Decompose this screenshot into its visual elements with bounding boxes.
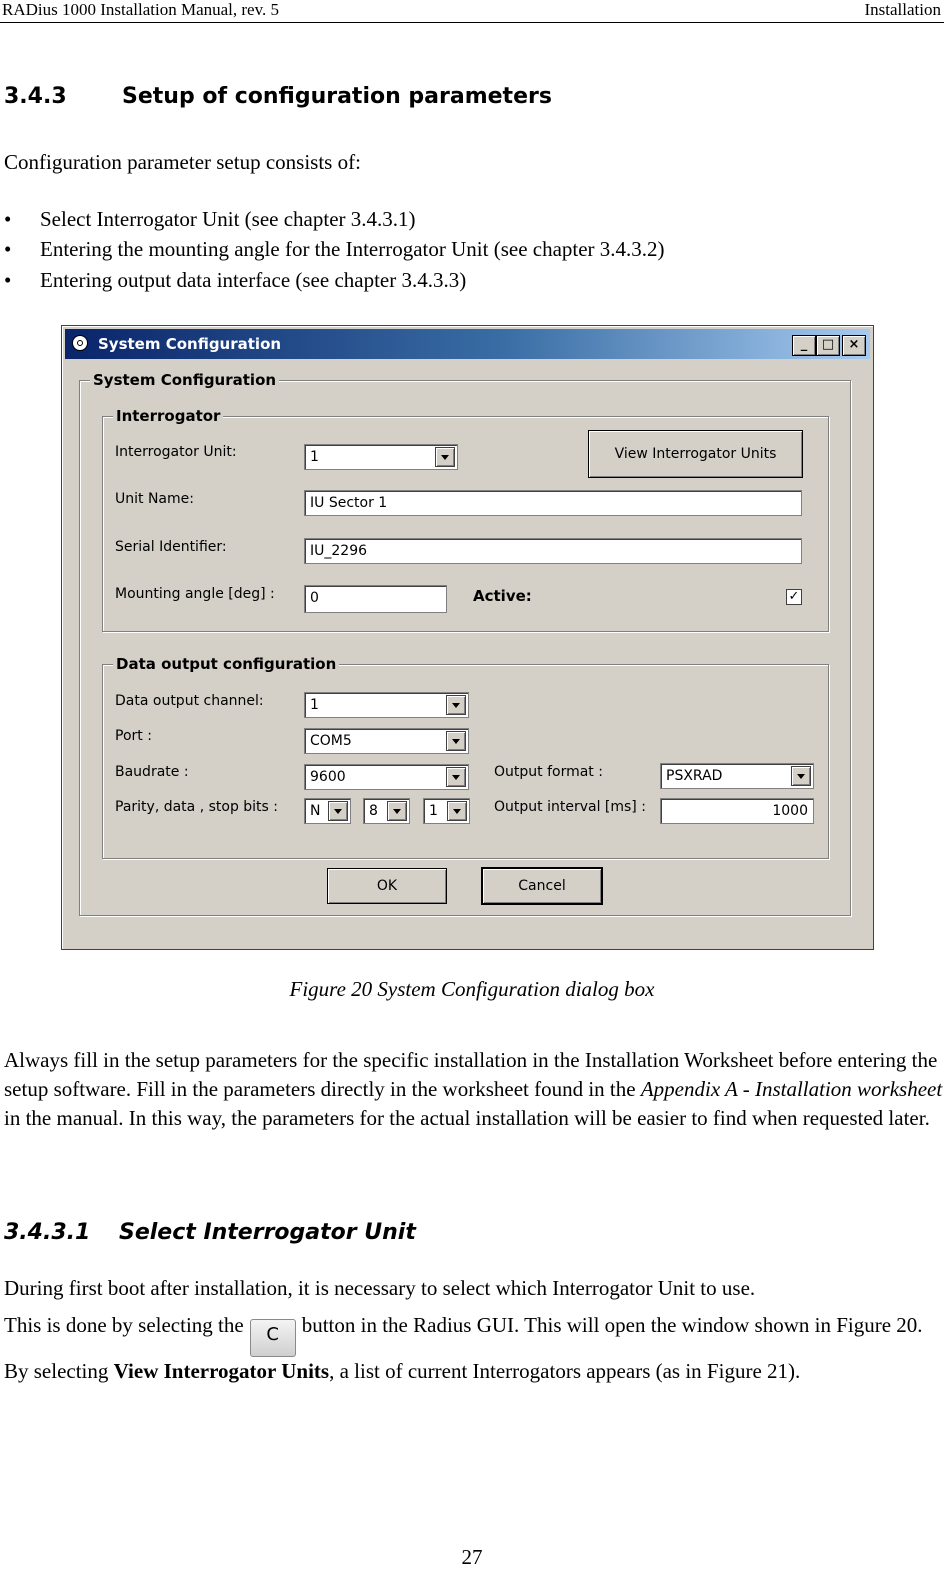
bullet-text: Entering the mounting angle for the Interrogator Unit (see chapter 3.4.3.2) xyxy=(40,237,665,261)
baudrate-label: Baudrate : xyxy=(115,764,189,780)
output-format-value: PSXRAD xyxy=(666,768,723,784)
chevron-down-icon[interactable] xyxy=(447,801,467,821)
interrogator-unit-select[interactable] xyxy=(304,444,458,470)
close-button[interactable]: × xyxy=(842,335,866,356)
paragraph-body xyxy=(4,1311,944,1386)
interrogator-unit-value: 1 xyxy=(310,449,319,465)
paragraph-text: This is done by selecting the xyxy=(4,1313,244,1337)
output-format-select[interactable] xyxy=(660,763,814,789)
parity-value: N xyxy=(310,803,321,819)
chevron-down-icon[interactable] xyxy=(387,801,407,821)
section-number: 3.4.3 xyxy=(4,84,67,109)
baudrate-select[interactable] xyxy=(304,764,469,790)
cancel-button[interactable]: Cancel xyxy=(482,868,602,904)
stop-bits-value: 1 xyxy=(429,803,438,819)
chevron-down-icon[interactable] xyxy=(791,766,811,786)
unit-name-label: Unit Name: xyxy=(115,491,194,507)
dialog-title: System Configuration xyxy=(98,335,282,353)
serial-identifier-label: Serial Identifier: xyxy=(115,539,227,555)
header-left: RADius 1000 Installation Manual, rev. 5 xyxy=(2,0,279,19)
system-configuration-dialog xyxy=(61,325,874,950)
intro-text: Configuration parameter setup consists of: xyxy=(4,150,361,174)
channel-value: 1 xyxy=(310,697,319,713)
subsection-heading xyxy=(4,1220,416,1245)
group-title: System Configuration xyxy=(90,371,279,389)
page-header xyxy=(0,0,944,23)
baudrate-value: 9600 xyxy=(310,769,346,785)
chevron-down-icon[interactable] xyxy=(328,801,348,821)
mounting-angle-field[interactable]: 0 xyxy=(304,585,447,613)
view-interrogator-units-button[interactable]: View Interrogator Units xyxy=(588,430,803,478)
subsection-title: Select Interrogator Unit xyxy=(119,1220,416,1245)
minimize-button[interactable]: _ xyxy=(792,335,816,356)
bullet-marker: • xyxy=(4,207,12,231)
data-bits-select[interactable] xyxy=(363,798,410,824)
paragraph-text: , a list of current Interrogators appears (as in Figure 21). xyxy=(329,1359,801,1383)
config-c-button-icon: C xyxy=(250,1319,296,1357)
port-label: Port : xyxy=(115,728,152,744)
data-output-group-title: Data output configuration xyxy=(113,655,339,673)
serial-identifier-field[interactable]: IU_2296 xyxy=(304,538,802,564)
bold-reference: View Interrogator Units xyxy=(113,1359,330,1383)
section-title: Setup of configuration parameters xyxy=(122,84,552,109)
port-value: COM5 xyxy=(310,733,352,749)
mounting-angle-label: Mounting angle [deg] : xyxy=(115,586,275,602)
data-output-channel-select[interactable] xyxy=(304,692,469,718)
paragraph-line: During first boot after installation, it is necessary to select which Interrogator Unit to use. xyxy=(4,1276,756,1300)
stop-bits-select[interactable] xyxy=(423,798,470,824)
port-select[interactable] xyxy=(304,728,469,754)
paragraph-text: button in the Radius GUI. This will open the window shown in Figure 20. By selecting xyxy=(4,1313,923,1383)
paragraph-boot xyxy=(4,1274,944,1386)
figure-caption: Figure 20 System Configuration dialog box xyxy=(289,977,655,1001)
bullet-text: Select Interrogator Unit (see chapter 3.4.3.1) xyxy=(40,207,416,231)
output-interval-field[interactable]: 1000 xyxy=(660,798,814,824)
bullet-text: Entering output data interface (see chapter 3.4.3.3) xyxy=(40,268,467,292)
title-bar[interactable] xyxy=(65,329,870,359)
paragraph-worksheet xyxy=(4,1046,944,1133)
app-icon xyxy=(72,335,88,351)
ok-button[interactable]: OK xyxy=(327,868,447,904)
maximize-button[interactable]: □ xyxy=(816,335,840,356)
paragraph-text: Always fill in the setup parameters for the specific installation in the Installation Worksheet before entering the setup software. Fill in the parameters directly in the worksheet found in the xyxy=(4,1048,938,1101)
chevron-down-icon[interactable] xyxy=(446,767,466,787)
bullet-marker: • xyxy=(4,268,12,292)
page-number: 27 xyxy=(461,1545,483,1569)
data-bits-value: 8 xyxy=(369,803,378,819)
output-interval-label: Output interval [ms] : xyxy=(494,799,646,815)
unit-name-field[interactable]: IU Sector 1 xyxy=(304,490,802,516)
chevron-down-icon[interactable] xyxy=(446,695,466,715)
interrogator-group-title: Interrogator xyxy=(113,407,223,425)
chevron-down-icon[interactable] xyxy=(435,447,455,467)
parity-label: Parity, data , stop bits : xyxy=(115,799,279,815)
section-heading xyxy=(4,84,552,109)
appendix-reference: Appendix A - Installation worksheet xyxy=(640,1077,943,1101)
active-checkbox[interactable]: ✓ xyxy=(786,589,802,605)
data-output-channel-label: Data output channel: xyxy=(115,693,264,709)
parity-select[interactable] xyxy=(304,798,351,824)
paragraph-text: in the manual. In this way, the parameters for the actual installation will be easier to find when requested later. xyxy=(4,1106,930,1130)
interrogator-unit-label: Interrogator Unit: xyxy=(115,444,237,460)
output-format-label: Output format : xyxy=(494,764,603,780)
active-label: Active: xyxy=(473,587,532,605)
subsection-number: 3.4.3.1 xyxy=(4,1220,91,1245)
bullet-marker: • xyxy=(4,237,12,261)
header-right: Installation xyxy=(864,0,941,19)
chevron-down-icon[interactable] xyxy=(446,731,466,751)
